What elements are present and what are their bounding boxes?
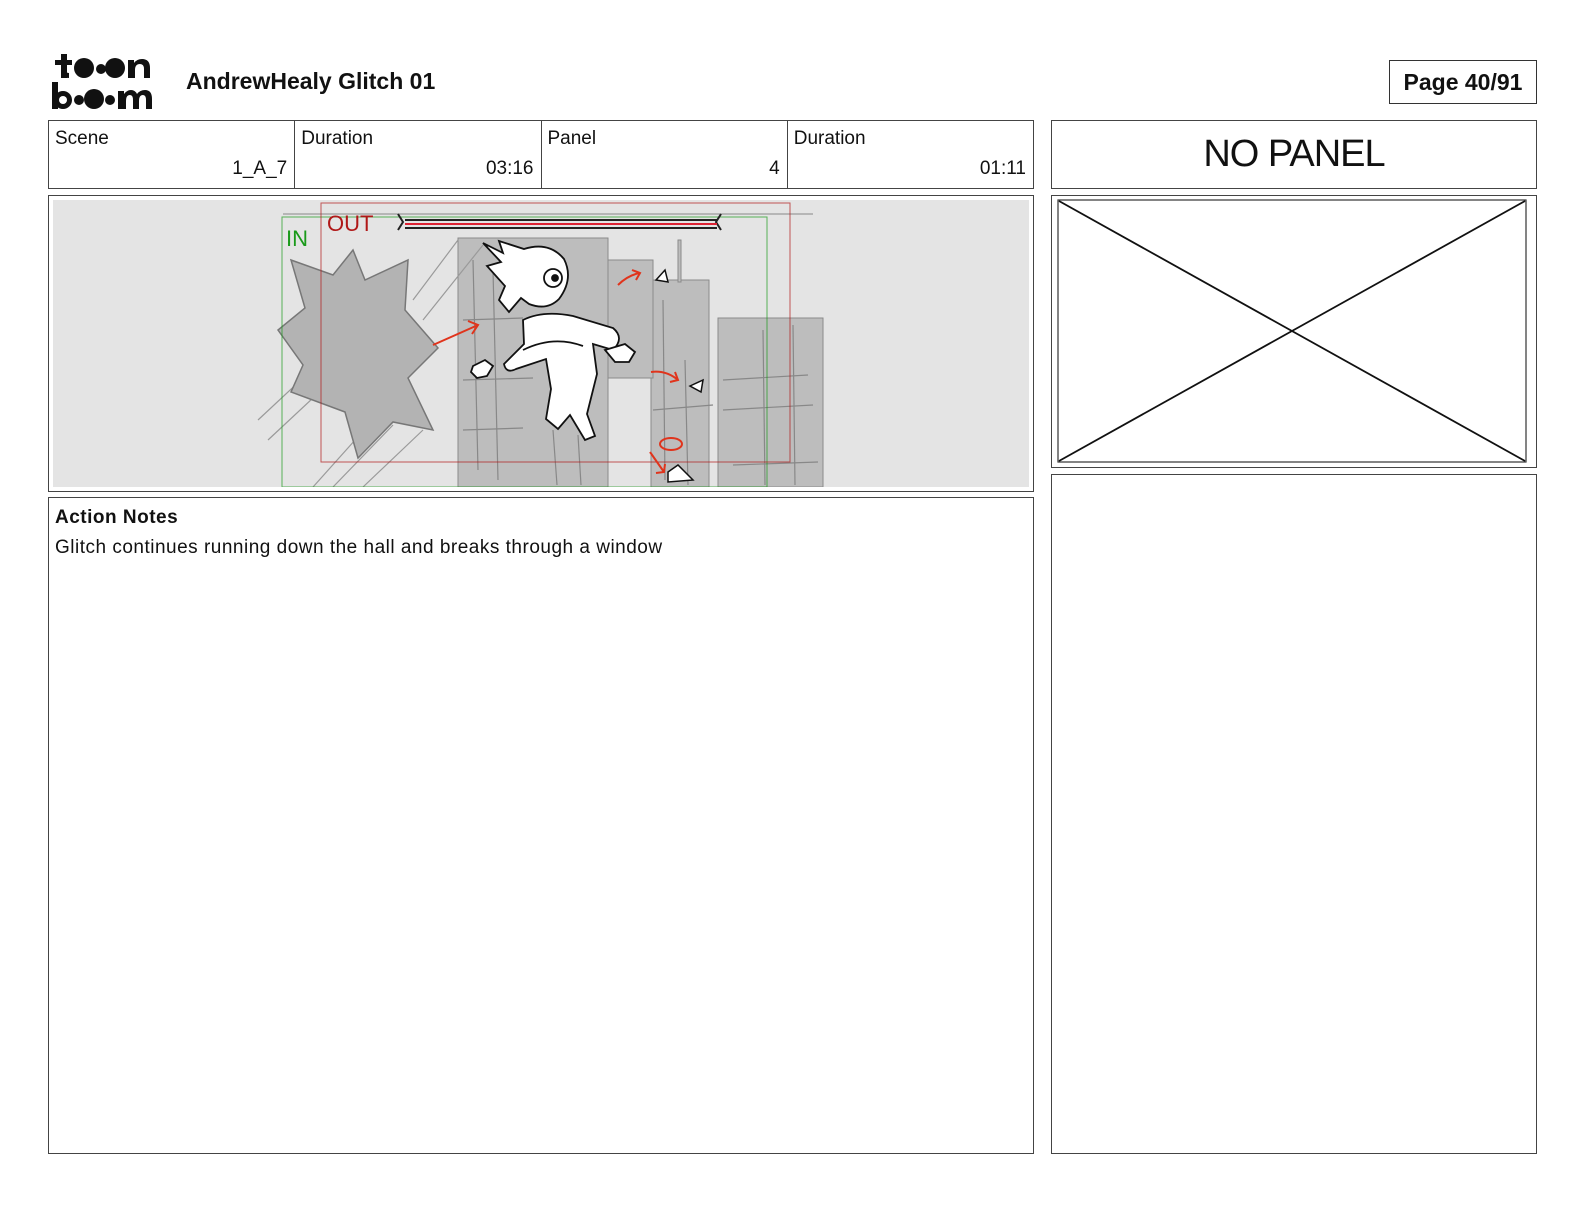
- action-notes-box: [48, 497, 1034, 1154]
- action-notes-title: Action Notes: [55, 507, 179, 528]
- speed-bar: [398, 214, 721, 230]
- panel-duration-value: 01:11: [979, 158, 1026, 179]
- scene-cell: [49, 121, 295, 188]
- page-indicator: Page 40/91: [1389, 60, 1537, 104]
- scene-info-table: [48, 120, 1034, 189]
- action-notes-text: Glitch continues running down the hall and breaks through a window: [55, 537, 663, 558]
- out-label: OUT: [327, 211, 374, 236]
- scene-duration-cell: [295, 121, 541, 188]
- no-panel-header: NO PANEL: [1051, 120, 1537, 189]
- panel-label: Panel: [547, 128, 597, 149]
- empty-panel-placeholder: [1051, 195, 1537, 468]
- panel-duration-label: Duration: [793, 128, 866, 149]
- storyboard-panel: [48, 195, 1034, 492]
- scene-value: 1_A_7: [232, 158, 288, 179]
- scene-label: Scene: [55, 128, 109, 149]
- scene-duration-value: 03:16: [485, 158, 534, 179]
- storyboard-drawing: [53, 200, 1029, 487]
- scene-duration-label: Duration: [301, 128, 374, 149]
- document-title: AndrewHealy Glitch 01: [186, 68, 436, 94]
- in-label: IN: [286, 226, 308, 251]
- toon-boom-logo: [52, 52, 164, 110]
- panel-cell: [542, 121, 788, 188]
- panel-duration-cell: [788, 121, 1033, 188]
- panel-value: 4: [769, 158, 780, 179]
- window-burst: [278, 250, 438, 458]
- side-notes-box: [1051, 474, 1537, 1154]
